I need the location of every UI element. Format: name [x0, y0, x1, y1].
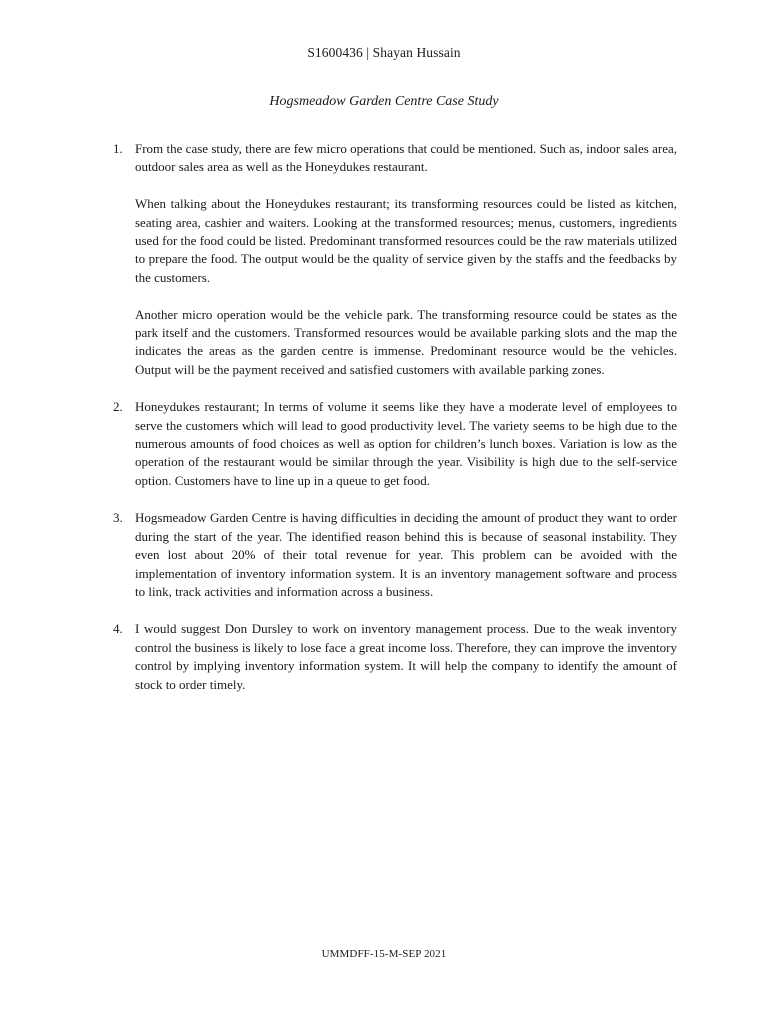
list-item-2 [113, 398, 677, 490]
paragraph: From the case study, there are few micro operations that could be mentioned. Such as, indoor sales area, outdoor sales area as well as the Honeydukes restaurant. [135, 141, 677, 175]
list-item-1 [113, 140, 677, 379]
page-footer: UMMDFF-15-M-SEP 2021 [321, 948, 447, 960]
page-header: S1600436 | Shayan Hussain [307, 45, 461, 60]
paragraph: Another micro operation would be the vehicle park. The transforming resource could be states as the park itself and the customers. Transformed resources would be available parking slots and the map the indicates the areas as the garden centre is immense. Predominant resource would be the vehicles. Output will be the payment received and satisfied customers with available parking zones. [135, 306, 677, 377]
paragraph: When talking about the Honeydukes restaurant; its transforming resources could be listed as kitchen, seating area, cashier and waiters. Looking at the transformed resources; menus, customers, ingredients used for the food could be listed. Predominant transformed resources could be the raw materials utilized to prepare the food. The output would be the quality of service given by the staffs and the feedbacks by the customers. [135, 196, 677, 285]
paragraph: Honeydukes restaurant; In terms of volume it seems like they have a moderate level of employees to serve the customers which will lead to good productivity level. The variety seems to be high due to the numerous amounts of food choices as well as option for children’s lunch boxes. Variation is low as the operation of the restaurant would be similar through the year. Visibility is high due to the self-service option. Customers have to line up in a queue to get food. [135, 399, 677, 488]
answer-list [113, 140, 677, 713]
paragraph: I would suggest Don Dursley to work on inventory management process. Due to the weak inventory control the business is likely to lose face a great income loss. Therefore, they can improve the inventory control by implying inventory information system. It will help the company to identify the amount of stock to order timely. [135, 621, 677, 692]
item-number: 2. [113, 399, 123, 415]
item-number: 4. [113, 621, 123, 637]
paragraph: Hogsmeadow Garden Centre is having difficulties in deciding the amount of product they want to order during the start of the year. The identified reason behind this is because of seasonal instability. They even lost about 20% of their total revenue for year. This problem can be avoided with the implementation of inventory information system. It is an inventory management software and process to link, track activities and information across a business. [135, 510, 677, 599]
list-item-3 [113, 509, 677, 601]
item-number: 3. [113, 510, 123, 526]
document-title: Hogsmeadow Garden Centre Case Study [269, 94, 499, 109]
list-item-4 [113, 620, 677, 694]
item-number: 1. [113, 141, 123, 156]
